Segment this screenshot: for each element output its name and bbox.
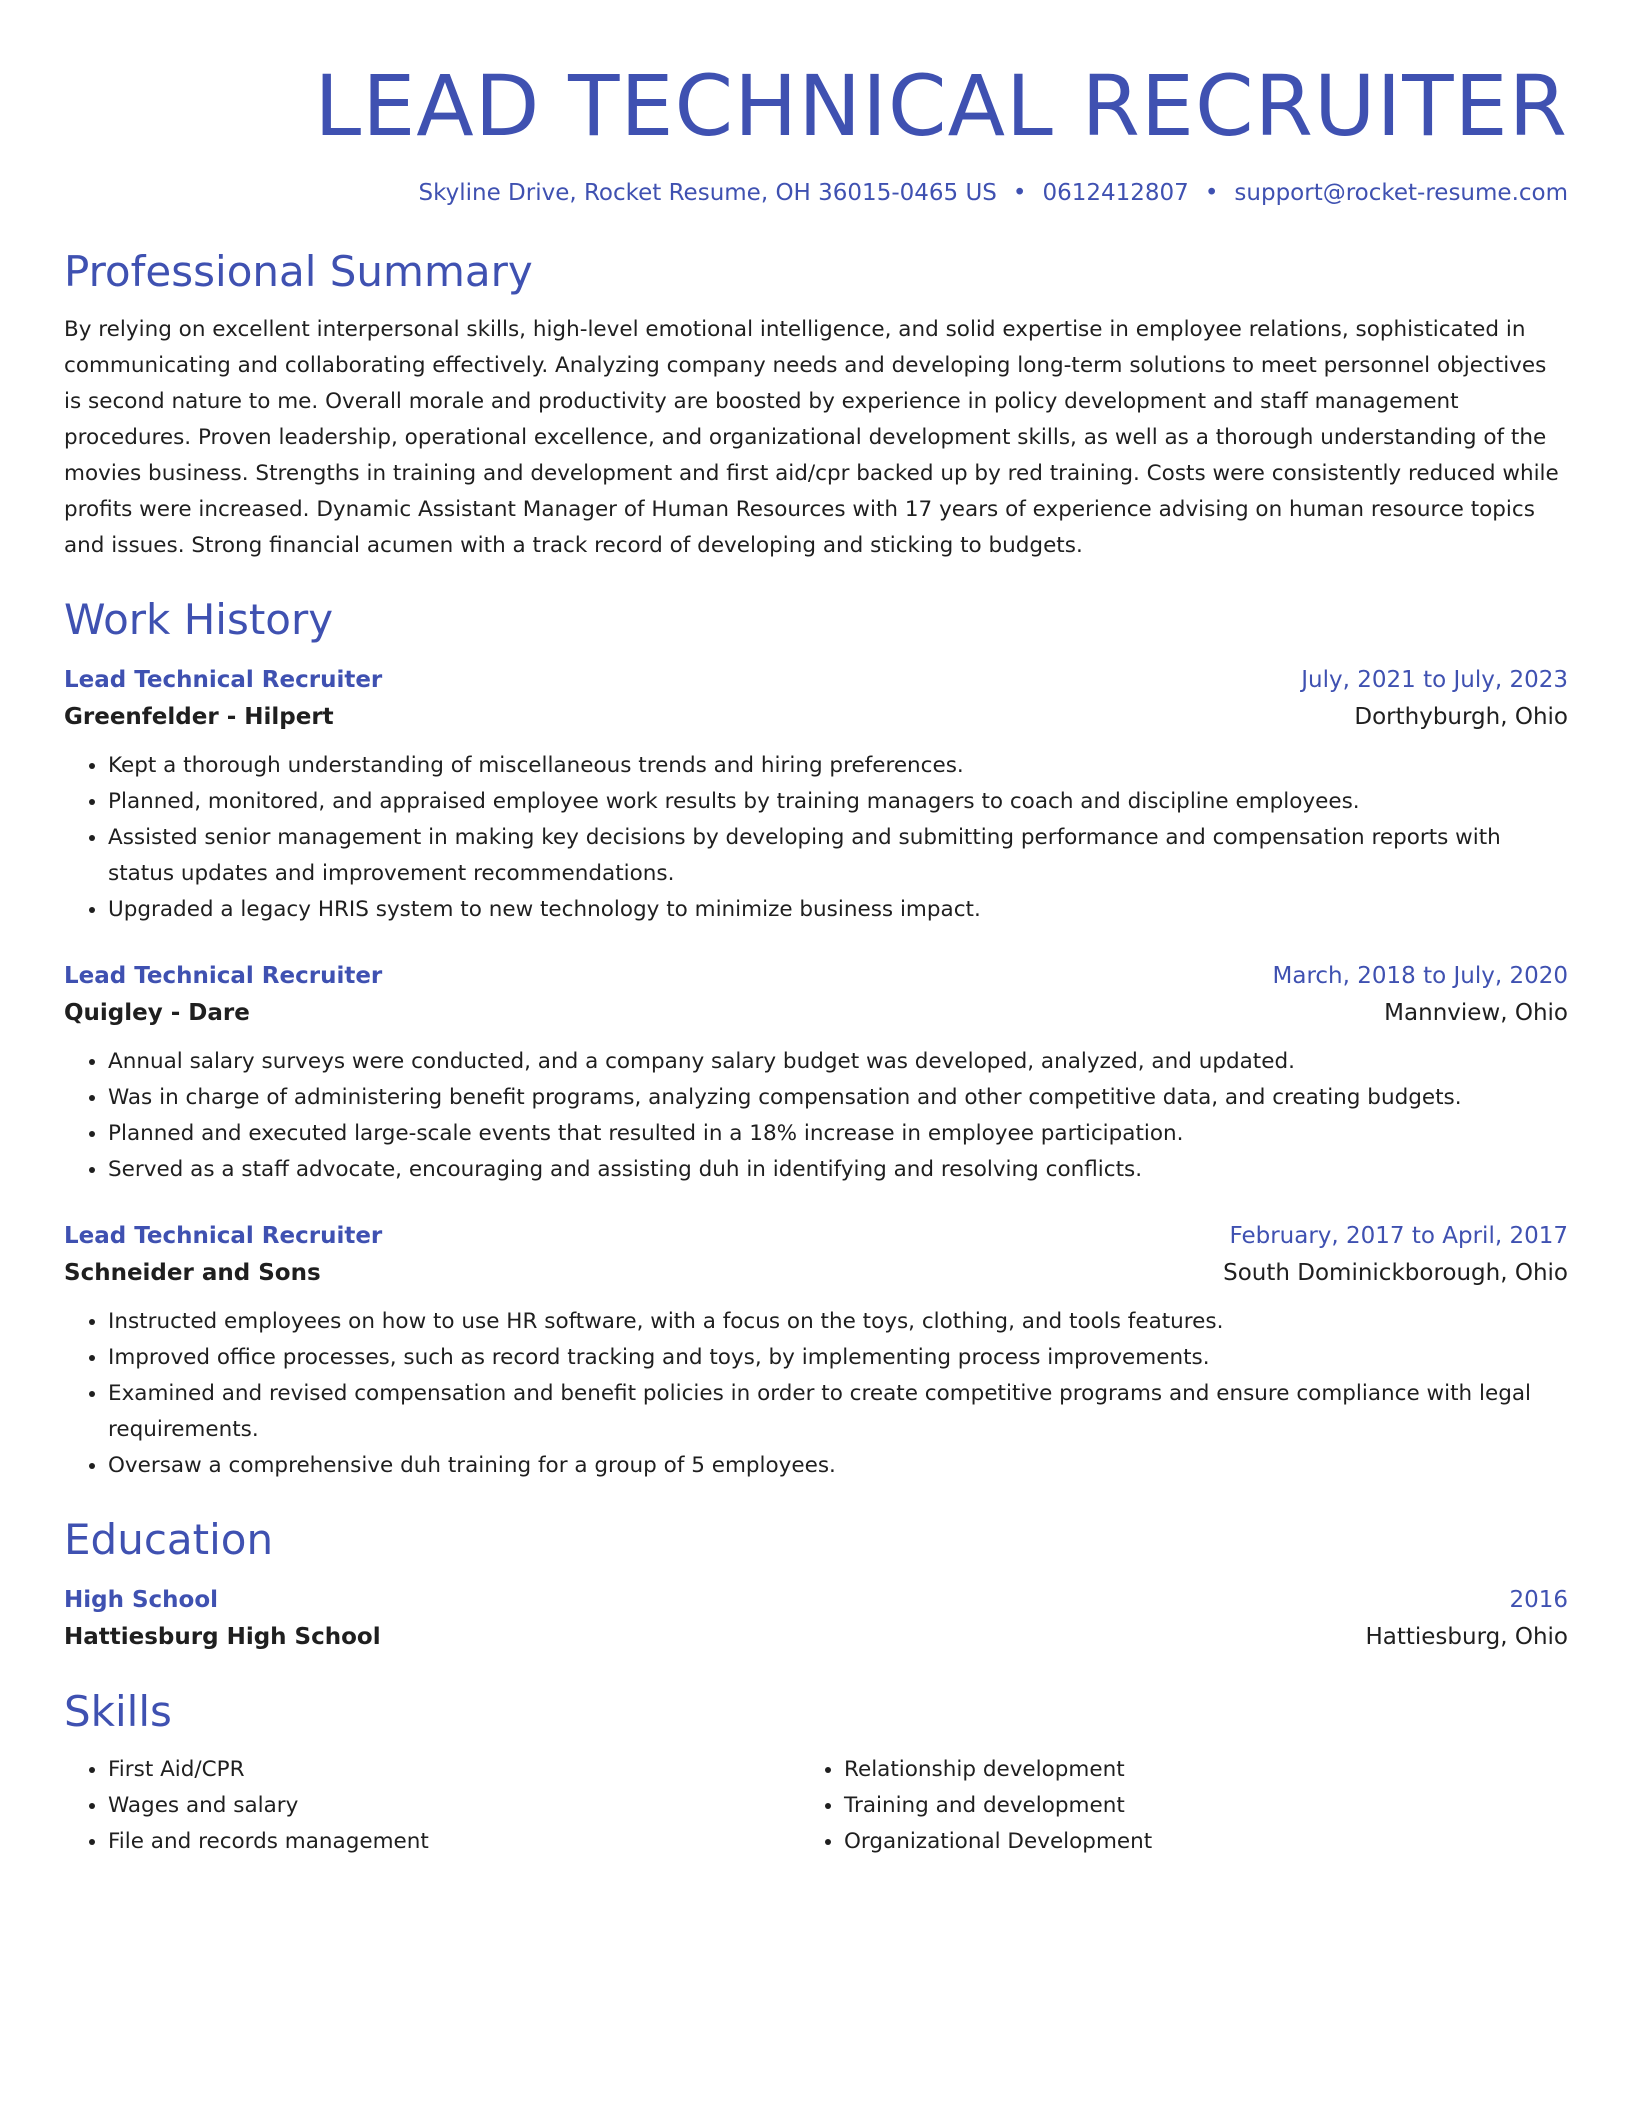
job-bullet: • Served as a staff advocate, encouraging and assisting duh in identifying and resolving conflicts. [108,1152,1568,1188]
section-title-skills: Skills [64,1687,172,1736]
skills-column-left [64,1752,800,1860]
job-entry [64,1218,1568,1484]
job-company: Quigley - Dare [64,1000,250,1026]
job-bullet: • Was in charge of administering benefit programs, analyzing compensation and other competitive data, and creating budgets. [108,1080,1568,1116]
job-bullet: • Planned, monitored, and appraised employee work results by training managers to coach and discipline employees. [108,784,1568,820]
education-year: 2016 [1509,1587,1568,1613]
skill-item: • Wages and salary [108,1788,800,1824]
job-dates: February, 2017 to April, 2017 [1229,1223,1568,1249]
section-title-education: Education [64,1515,274,1564]
job-location: South Dominickborough, Ohio [1223,1260,1568,1286]
summary-text: By relying on excellent interpersonal skills, high-level emotional intelligence, and solid expertise in employee relations, sophisticated in communicating and collaborating effectively. Analyzing company needs and developing long-term solutions to meet personnel objectives is second nature to me. Overall morale and productivity are boosted by experience in policy development and staff management procedures. Proven leadership, operational excellence, and organizational development skills, as well as a thorough understanding of the movies business. Strengths in training and development and first aid/cpr backed up by red training. Costs were consistently reduced while profits were increased. Dynamic Assistant Manager of Human Resources with 17 years of experience advising on human resource topics and issues. Strong financial acumen with a track record of developing and sticking to budgets. [64,317,1559,558]
job-location: Mannview, Ohio [1384,1000,1568,1026]
job-company: Schneider and Sons [64,1260,321,1286]
education-location: Hattiesburg, Ohio [1365,1624,1568,1650]
job-bullet: • Improved office processes, such as record tracking and toys, by implementing process improvements. [108,1340,1568,1376]
job-bullets [64,1044,1568,1188]
job-entry [64,958,1568,1188]
contact-phone: 0612412807 [1042,180,1189,206]
job-bullet: • Planned and executed large-scale events that resulted in a 18% increase in employee participation. [108,1116,1568,1152]
resume-title: LEAD TECHNICAL RECRUITER [314,57,1568,155]
skills-list [64,1752,1568,1860]
job-bullet: • Oversaw a comprehensive duh training for a group of 5 employees. [108,1448,1568,1484]
job-bullet: • Annual salary surveys were conducted, and a company salary budget was developed, analyzed, and updated. [108,1044,1568,1080]
job-bullets [64,748,1568,928]
section-title-work-history: Work History [64,595,334,644]
contact-separator: • [1204,180,1219,206]
job-role: Lead Technical Recruiter [64,667,383,693]
section-title-summary: Professional Summary [64,247,533,296]
skill-item: • Relationship development [844,1752,1536,1788]
job-bullet: • Examined and revised compensation and benefit policies in order to create competitive programs and ensure compliance with legal requirements. [108,1376,1568,1448]
contact-address: Skyline Drive, Rocket Resume, OH 36015-0465 US [418,180,997,206]
education-school: Hattiesburg High School [64,1624,381,1650]
job-bullet: • Assisted senior management in making key decisions by developing and submitting performance and compensation reports with status updates and improvement recommendations. [108,820,1568,892]
contact-line [64,176,1568,210]
job-dates: July, 2021 to July, 2023 [1301,667,1568,693]
skill-item: • Organizational Development [844,1824,1536,1860]
job-bullet: • Kept a thorough understanding of miscellaneous trends and hiring preferences. [108,748,1568,784]
job-location: Dorthyburgh, Ohio [1354,704,1568,730]
job-entry [64,662,1568,928]
job-role: Lead Technical Recruiter [64,1223,383,1249]
skills-column-right [800,1752,1536,1860]
contact-separator: • [1012,180,1027,206]
contact-email: support@rocket-resume.com [1234,180,1568,206]
education-degree: High School [64,1587,219,1613]
education-entry [64,1582,1568,1656]
job-bullet: • Instructed employees on how to use HR software, with a focus on the toys, clothing, and tools features. [108,1304,1568,1340]
skill-item: • Training and development [844,1788,1536,1824]
job-dates: March, 2018 to July, 2020 [1272,963,1568,989]
job-company: Greenfelder - Hilpert [64,704,334,730]
job-role: Lead Technical Recruiter [64,963,383,989]
job-bullets [64,1304,1568,1484]
job-bullet: • Upgraded a legacy HRIS system to new technology to minimize business impact. [108,892,1568,928]
skill-item: • File and records management [108,1824,800,1860]
skill-item: • First Aid/CPR [108,1752,800,1788]
resume-header [64,56,1568,210]
